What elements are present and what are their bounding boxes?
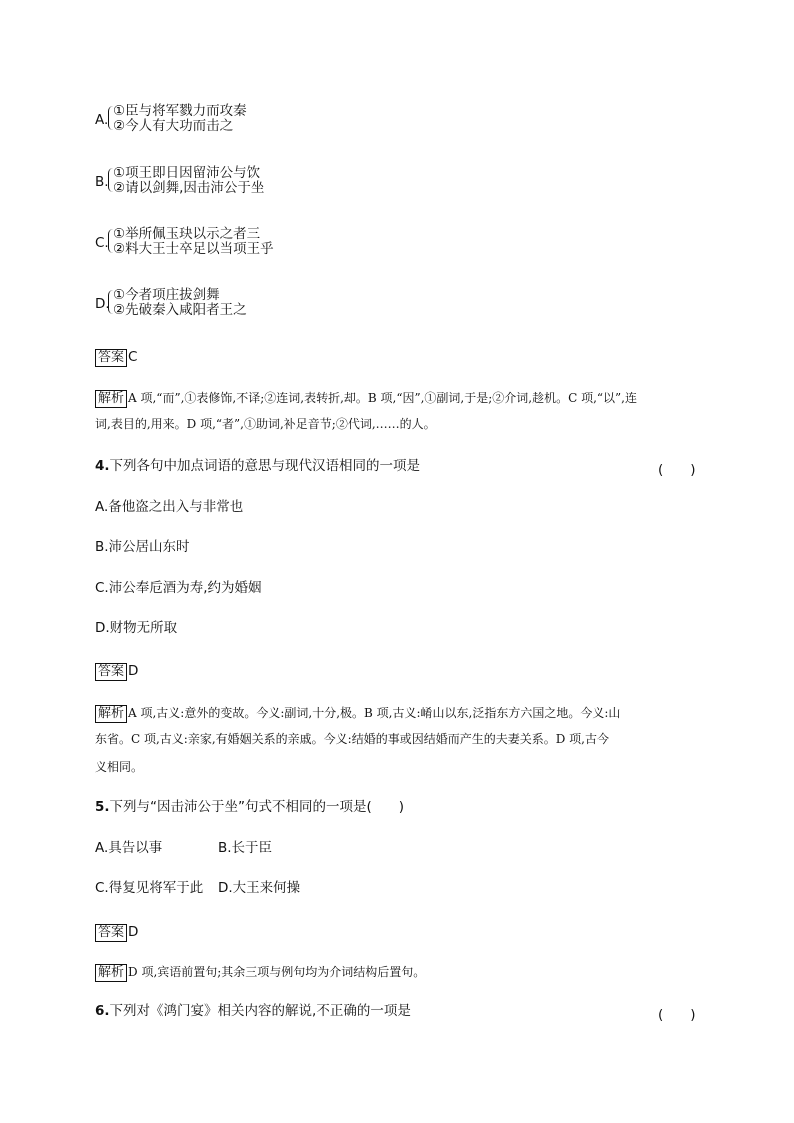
analysis-line: D 项,宾语前置句;其余三项与例句均为介词结构后置句。 bbox=[128, 965, 426, 979]
answer-badge: 答案 bbox=[95, 924, 127, 942]
analysis-badge: 解析 bbox=[95, 390, 127, 408]
answer-paren: ( ) bbox=[658, 462, 696, 478]
option-line: ①今者项庄拔剑舞 bbox=[113, 287, 220, 303]
analysis-block bbox=[95, 961, 425, 982]
option-line: ②今人有大功而击之 bbox=[113, 118, 234, 134]
option-d: D.财物无所取 bbox=[95, 620, 178, 636]
option-a: A.具告以事 bbox=[95, 840, 163, 856]
option-b: B.长于臣 bbox=[218, 840, 273, 856]
option-letter: D. bbox=[95, 296, 110, 312]
option-line: ①举所佩玉玦以示之者三 bbox=[113, 226, 261, 242]
option-a: A.备他盗之出入与非常也 bbox=[95, 499, 244, 515]
answer-badge: 答案 bbox=[95, 349, 127, 367]
option-line: ①臣与将军戮力而攻秦 bbox=[113, 103, 247, 119]
answer-value: D bbox=[128, 663, 139, 679]
option-letter: C. bbox=[95, 235, 109, 251]
option-line: ②请以剑舞,因击沛公于坐 bbox=[113, 180, 265, 196]
analysis-line: 东省。C 项,古义:亲家,有婚姻关系的亲戚。今义:结婚的事或因结婚而产生的夫妻关系。D 项,古今 bbox=[95, 732, 609, 746]
option-b: B.沛公居山东时 bbox=[95, 539, 190, 555]
option-letter: B. bbox=[95, 174, 109, 190]
option-line: ②先破秦入咸阳者王之 bbox=[113, 302, 247, 318]
answer-paren: ( ) bbox=[658, 1007, 696, 1023]
question-stem: 下列对《鸿门宴》相关内容的解说,不正确的一项是 bbox=[109, 1003, 411, 1019]
analysis-line: A 项,古义:意外的变故。今义:副词,十分,极。B 项,古义:崤山以东,泛指东方六国之地。今义:山 bbox=[128, 706, 621, 720]
answer-row bbox=[95, 921, 138, 942]
question-number: 6. bbox=[95, 1003, 110, 1019]
analysis-line: 词,表目的,用来。D 项,“者”,①助词,补足音节;②代词,……的人。 bbox=[95, 417, 436, 431]
option-c: C.得复见将军于此 bbox=[95, 880, 204, 896]
question-number: 4. bbox=[95, 458, 110, 474]
option-line: ①项王即日因留沛公与饮 bbox=[113, 165, 261, 181]
question-stem: 下列与“因击沛公于坐”句式不相同的一项是( ) bbox=[109, 799, 405, 815]
option-d: D.大王来何操 bbox=[218, 880, 301, 896]
analysis-badge: 解析 bbox=[95, 964, 127, 982]
question-number: 5. bbox=[95, 799, 110, 815]
question-stem: 下列各句中加点词语的意思与现代汉语相同的一项是 bbox=[109, 458, 421, 474]
answer-row bbox=[95, 660, 138, 681]
analysis-line: A 项,“而”,①表修饰,不译;②连词,表转折,却。B 项,“因”,①副词,于是;②介词,趁机。C 项,“以”,连 bbox=[128, 391, 637, 405]
option-letter: A. bbox=[95, 112, 109, 128]
option-c: C.沛公奉卮酒为寿,约为婚姻 bbox=[95, 580, 262, 596]
analysis-line: 义相同。 bbox=[95, 760, 144, 774]
analysis-badge: 解析 bbox=[95, 705, 127, 723]
answer-value: D bbox=[128, 924, 139, 940]
option-line: ②料大王士卒足以当项王乎 bbox=[113, 241, 274, 257]
answer-badge: 答案 bbox=[95, 663, 127, 681]
answer-row bbox=[95, 346, 137, 367]
answer-value: C bbox=[128, 349, 138, 365]
